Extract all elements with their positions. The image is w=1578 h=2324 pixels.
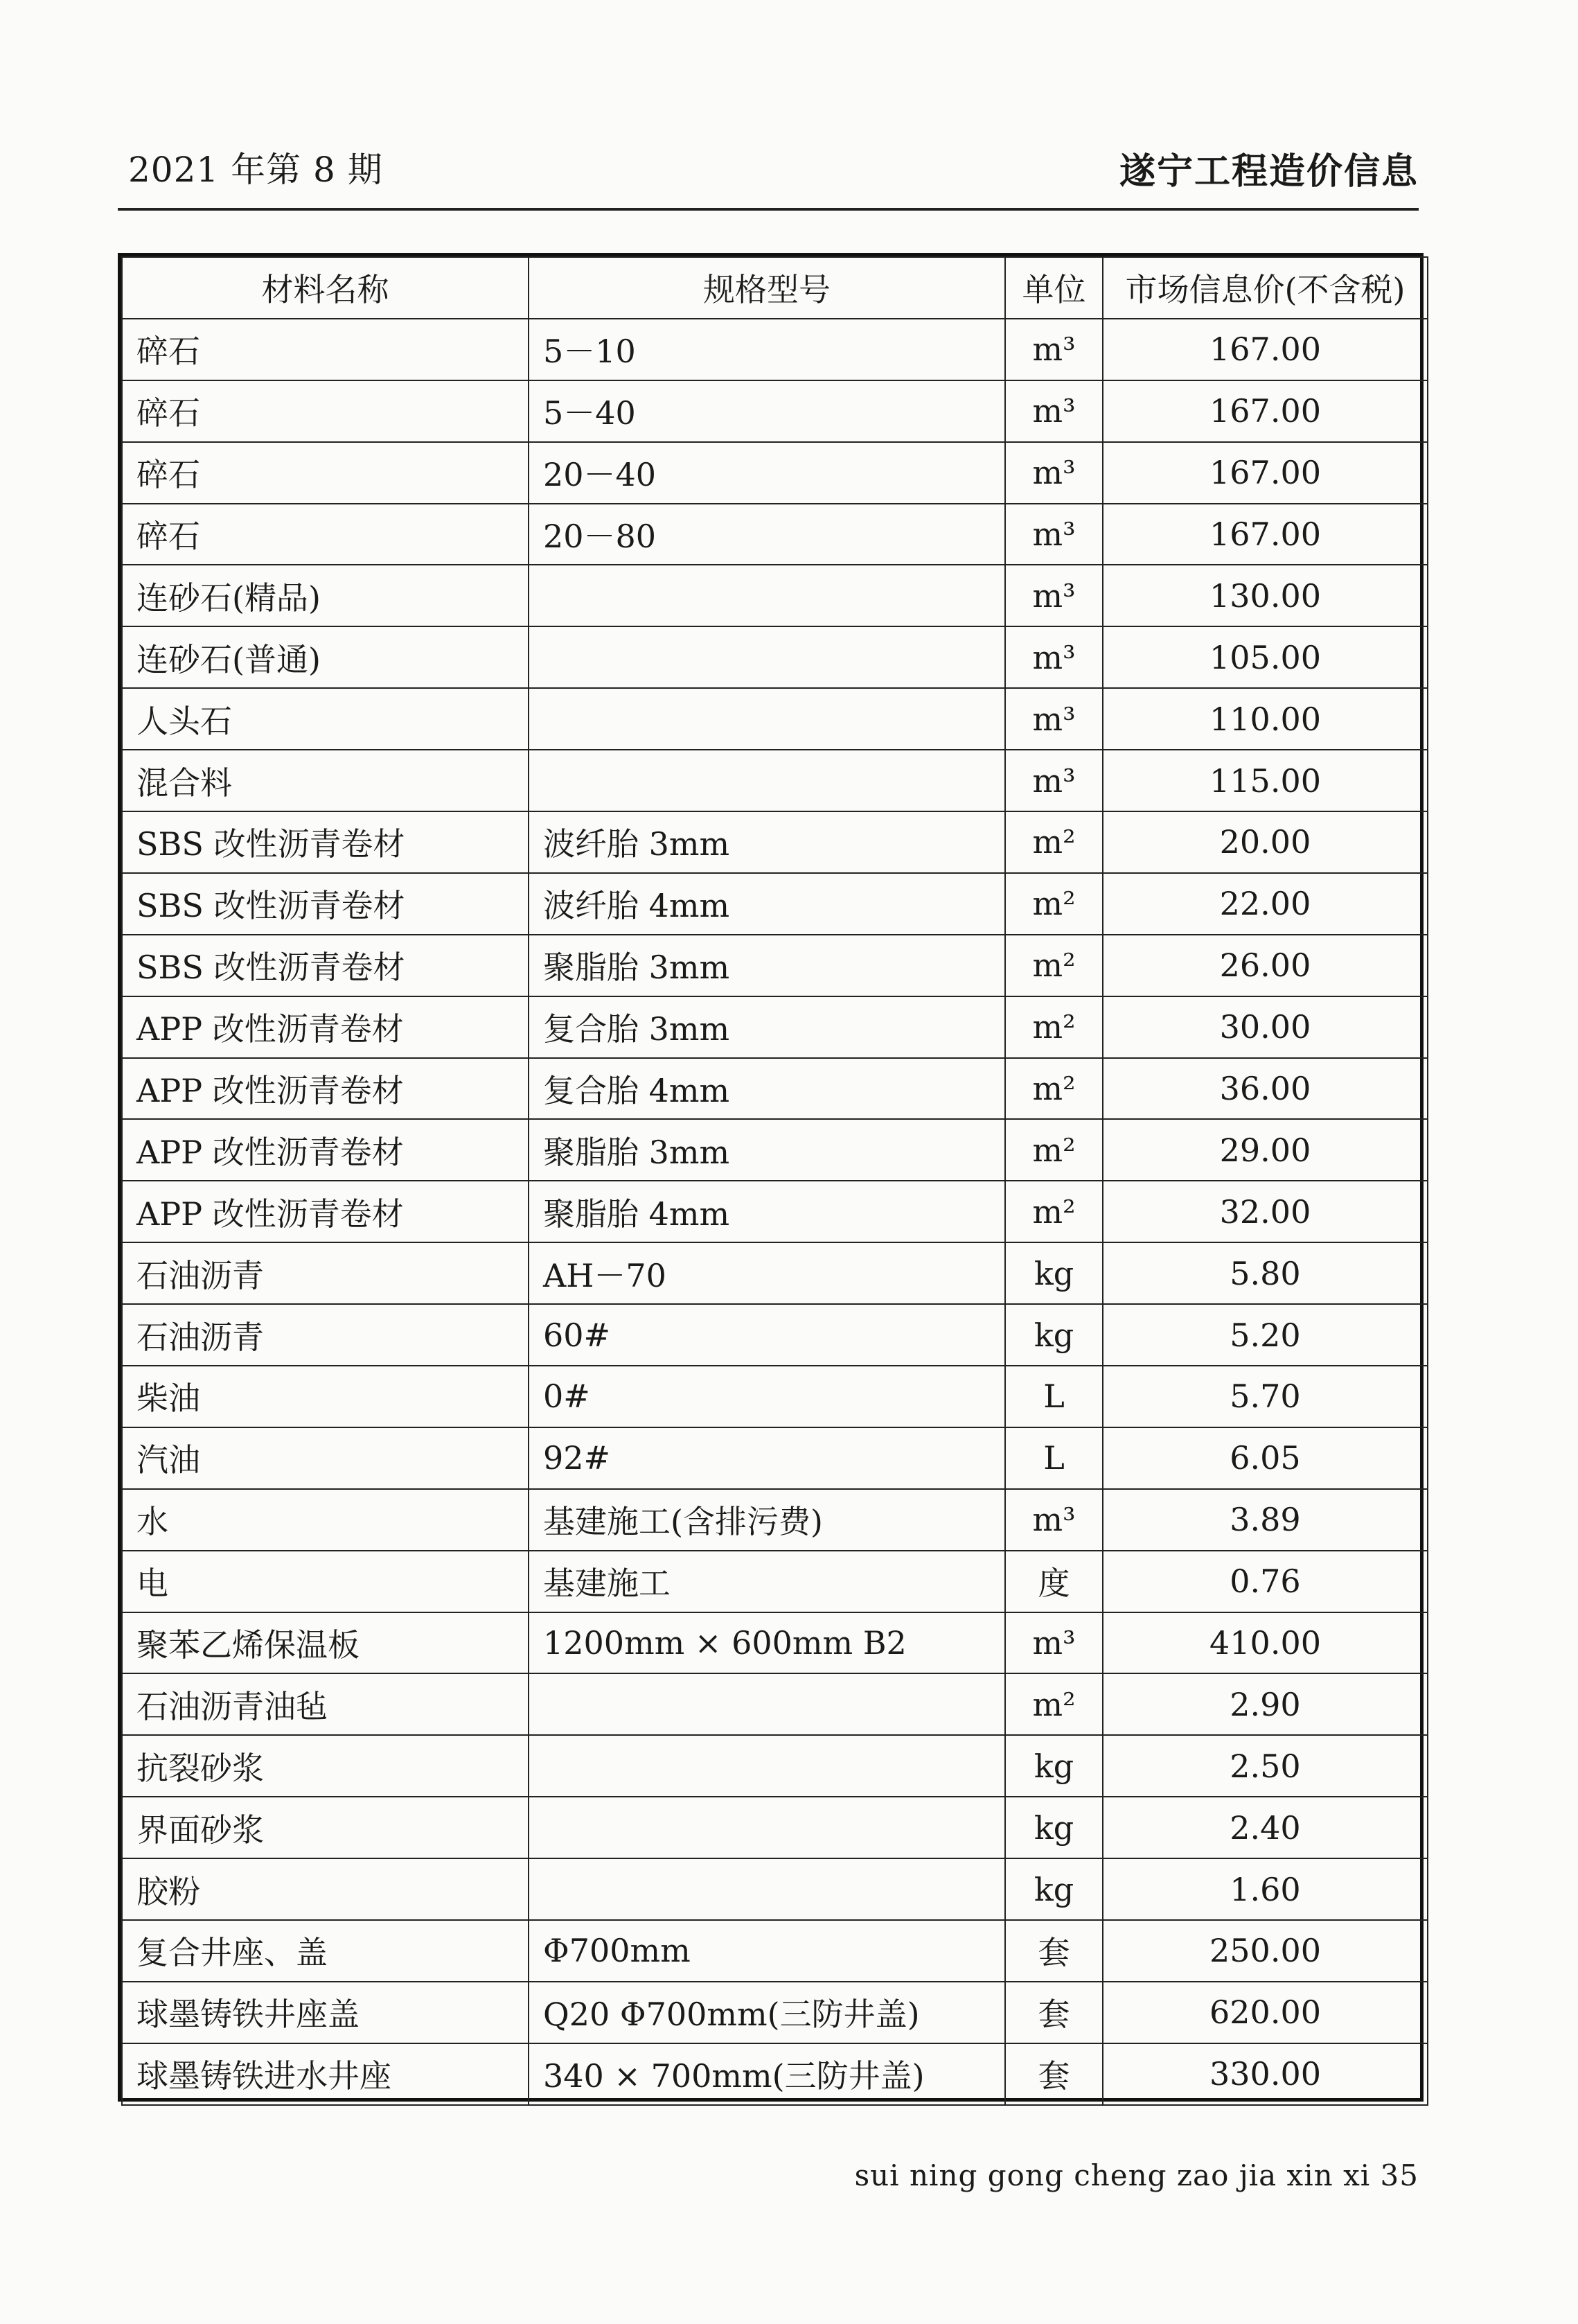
cell-price: 5.20 — [1103, 1304, 1428, 1366]
cell-price: 167.00 — [1103, 442, 1428, 504]
cell-price: 110.00 — [1103, 688, 1428, 750]
cell-price: 32.00 — [1103, 1181, 1428, 1242]
cell-spec: 波纤胎 4mm — [529, 873, 1005, 935]
table-row — [122, 996, 1428, 1058]
table-row — [122, 1427, 1428, 1489]
cell-price: 250.00 — [1103, 1920, 1428, 1982]
cell-unit: m³ — [1005, 380, 1103, 442]
cell-material-name: APP 改性沥青卷材 — [122, 996, 529, 1058]
table-body — [122, 319, 1428, 2105]
cell-material-name: APP 改性沥青卷材 — [122, 1058, 529, 1120]
cell-material-name: 混合料 — [122, 750, 529, 811]
cell-unit: m³ — [1005, 1489, 1103, 1551]
table-row — [122, 1673, 1428, 1735]
cell-spec — [529, 750, 1005, 811]
cell-spec: Φ700mm — [529, 1920, 1005, 1982]
cell-unit: kg — [1005, 1797, 1103, 1858]
table-header-row — [122, 257, 1428, 319]
table-row — [122, 1920, 1428, 1982]
cell-spec: 5－10 — [529, 319, 1005, 380]
cell-price: 167.00 — [1103, 319, 1428, 380]
table-row — [122, 1181, 1428, 1242]
cell-spec: 0# — [529, 1366, 1005, 1427]
cell-spec — [529, 626, 1005, 688]
cell-material-name: 柴油 — [122, 1366, 529, 1427]
cell-price: 22.00 — [1103, 873, 1428, 935]
cell-unit: m³ — [1005, 504, 1103, 565]
table-row — [122, 1304, 1428, 1366]
cell-unit: kg — [1005, 1242, 1103, 1304]
cell-price: 115.00 — [1103, 750, 1428, 811]
cell-price: 5.70 — [1103, 1366, 1428, 1427]
cell-material-name: 球墨铸铁进水井座 — [122, 2043, 529, 2105]
table-row — [122, 1735, 1428, 1797]
cell-spec: 复合胎 3mm — [529, 996, 1005, 1058]
cell-material-name: 石油沥青 — [122, 1304, 529, 1366]
cell-unit: 套 — [1005, 2043, 1103, 2105]
cell-price: 29.00 — [1103, 1119, 1428, 1181]
cell-material-name: 水 — [122, 1489, 529, 1551]
cell-spec — [529, 688, 1005, 750]
cell-price: 30.00 — [1103, 996, 1428, 1058]
cell-price: 0.76 — [1103, 1551, 1428, 1612]
cell-unit: L — [1005, 1366, 1103, 1427]
cell-unit: m² — [1005, 996, 1103, 1058]
cell-unit: L — [1005, 1427, 1103, 1489]
cell-spec: 1200mm × 600mm B2 — [529, 1612, 1005, 1674]
cell-material-name: 抗裂砂浆 — [122, 1735, 529, 1797]
cell-material-name: 碎石 — [122, 504, 529, 565]
cell-price: 3.89 — [1103, 1489, 1428, 1551]
cell-spec: 92# — [529, 1427, 1005, 1489]
table-row — [122, 1058, 1428, 1120]
cell-spec: 复合胎 4mm — [529, 1058, 1005, 1120]
cell-unit: m³ — [1005, 565, 1103, 626]
publication-title: 遂宁工程造价信息 — [1119, 150, 1419, 193]
cell-material-name: 聚苯乙烯保温板 — [122, 1612, 529, 1674]
cell-price: 167.00 — [1103, 504, 1428, 565]
cell-material-name: 复合井座、盖 — [122, 1920, 529, 1982]
table-row — [122, 750, 1428, 811]
cell-spec: 340 × 700mm(三防井盖) — [529, 2043, 1005, 2105]
cell-price: 20.00 — [1103, 811, 1428, 873]
cell-unit: m² — [1005, 1181, 1103, 1242]
cell-price: 1.60 — [1103, 1858, 1428, 1920]
cell-material-name: 碎石 — [122, 319, 529, 380]
column-header-price: 市场信息价(不含税) — [1103, 257, 1428, 319]
table-row — [122, 1551, 1428, 1612]
table-row — [122, 1612, 1428, 1674]
table-row — [122, 1797, 1428, 1858]
cell-unit: 套 — [1005, 1920, 1103, 1982]
price-table — [121, 256, 1428, 2106]
cell-price: 410.00 — [1103, 1612, 1428, 1674]
cell-material-name: 人头石 — [122, 688, 529, 750]
cell-material-name: SBS 改性沥青卷材 — [122, 873, 529, 935]
cell-unit: m² — [1005, 873, 1103, 935]
table-row — [122, 1489, 1428, 1551]
cell-unit: kg — [1005, 1304, 1103, 1366]
cell-material-name: 胶粉 — [122, 1858, 529, 1920]
cell-unit: m² — [1005, 1058, 1103, 1120]
cell-unit: m³ — [1005, 1612, 1103, 1674]
page-footer: sui ning gong cheng zao jia xin xi 35 — [854, 2158, 1419, 2192]
cell-spec — [529, 565, 1005, 626]
table-row — [122, 442, 1428, 504]
cell-unit: m³ — [1005, 442, 1103, 504]
cell-spec: 20－40 — [529, 442, 1005, 504]
table-row — [122, 688, 1428, 750]
table-row — [122, 811, 1428, 873]
table-row — [122, 504, 1428, 565]
table-row — [122, 1982, 1428, 2043]
cell-price: 6.05 — [1103, 1427, 1428, 1489]
cell-price: 26.00 — [1103, 935, 1428, 996]
table-row — [122, 1119, 1428, 1181]
column-header-unit: 单位 — [1005, 257, 1103, 319]
cell-spec — [529, 1797, 1005, 1858]
cell-unit: m³ — [1005, 319, 1103, 380]
column-header-spec: 规格型号 — [529, 257, 1005, 319]
cell-unit: kg — [1005, 1735, 1103, 1797]
table-row — [122, 873, 1428, 935]
cell-spec: Q20 Φ700mm(三防井盖) — [529, 1982, 1005, 2043]
cell-price: 167.00 — [1103, 380, 1428, 442]
cell-spec: 基建施工(含排污费) — [529, 1489, 1005, 1551]
cell-material-name: 石油沥青 — [122, 1242, 529, 1304]
cell-spec: 20－80 — [529, 504, 1005, 565]
cell-unit: m² — [1005, 935, 1103, 996]
table-row — [122, 319, 1428, 380]
header-divider — [118, 208, 1419, 211]
cell-unit: 套 — [1005, 1982, 1103, 2043]
cell-unit: m² — [1005, 1673, 1103, 1735]
cell-material-name: SBS 改性沥青卷材 — [122, 811, 529, 873]
cell-material-name: APP 改性沥青卷材 — [122, 1119, 529, 1181]
column-header-name: 材料名称 — [122, 257, 529, 319]
cell-material-name: 球墨铸铁井座盖 — [122, 1982, 529, 2043]
cell-spec — [529, 1673, 1005, 1735]
cell-price: 330.00 — [1103, 2043, 1428, 2105]
table-row — [122, 380, 1428, 442]
cell-spec: 60# — [529, 1304, 1005, 1366]
cell-material-name: 连砂石(精品) — [122, 565, 529, 626]
cell-spec: 聚脂胎 3mm — [529, 935, 1005, 996]
cell-unit: 度 — [1005, 1551, 1103, 1612]
cell-spec: AH－70 — [529, 1242, 1005, 1304]
table-row — [122, 935, 1428, 996]
cell-unit: m² — [1005, 811, 1103, 873]
cell-price: 620.00 — [1103, 1982, 1428, 2043]
cell-spec — [529, 1858, 1005, 1920]
cell-spec: 波纤胎 3mm — [529, 811, 1005, 873]
cell-spec: 聚脂胎 3mm — [529, 1119, 1005, 1181]
cell-material-name: 汽油 — [122, 1427, 529, 1489]
cell-unit: m³ — [1005, 688, 1103, 750]
cell-material-name: 石油沥青油毡 — [122, 1673, 529, 1735]
cell-price: 36.00 — [1103, 1058, 1428, 1120]
cell-spec: 基建施工 — [529, 1551, 1005, 1612]
cell-material-name: 界面砂浆 — [122, 1797, 529, 1858]
cell-price: 5.80 — [1103, 1242, 1428, 1304]
issue-label: 2021 年第 8 期 — [128, 150, 383, 190]
cell-spec — [529, 1735, 1005, 1797]
price-table-container — [118, 253, 1424, 2102]
cell-material-name: APP 改性沥青卷材 — [122, 1181, 529, 1242]
cell-price: 105.00 — [1103, 626, 1428, 688]
cell-material-name: 碎石 — [122, 380, 529, 442]
cell-material-name: 连砂石(普通) — [122, 626, 529, 688]
cell-unit: m³ — [1005, 750, 1103, 811]
table-row — [122, 565, 1428, 626]
cell-material-name: 电 — [122, 1551, 529, 1612]
cell-spec: 5－40 — [529, 380, 1005, 442]
cell-material-name: 碎石 — [122, 442, 529, 504]
cell-unit: m² — [1005, 1119, 1103, 1181]
cell-price: 2.50 — [1103, 1735, 1428, 1797]
cell-price: 130.00 — [1103, 565, 1428, 626]
cell-spec: 聚脂胎 4mm — [529, 1181, 1005, 1242]
table-row — [122, 1242, 1428, 1304]
cell-unit: kg — [1005, 1858, 1103, 1920]
cell-material-name: SBS 改性沥青卷材 — [122, 935, 529, 996]
cell-price: 2.40 — [1103, 1797, 1428, 1858]
table-row — [122, 626, 1428, 688]
table-row — [122, 2043, 1428, 2105]
table-row — [122, 1366, 1428, 1427]
cell-price: 2.90 — [1103, 1673, 1428, 1735]
table-row — [122, 1858, 1428, 1920]
cell-unit: m³ — [1005, 626, 1103, 688]
